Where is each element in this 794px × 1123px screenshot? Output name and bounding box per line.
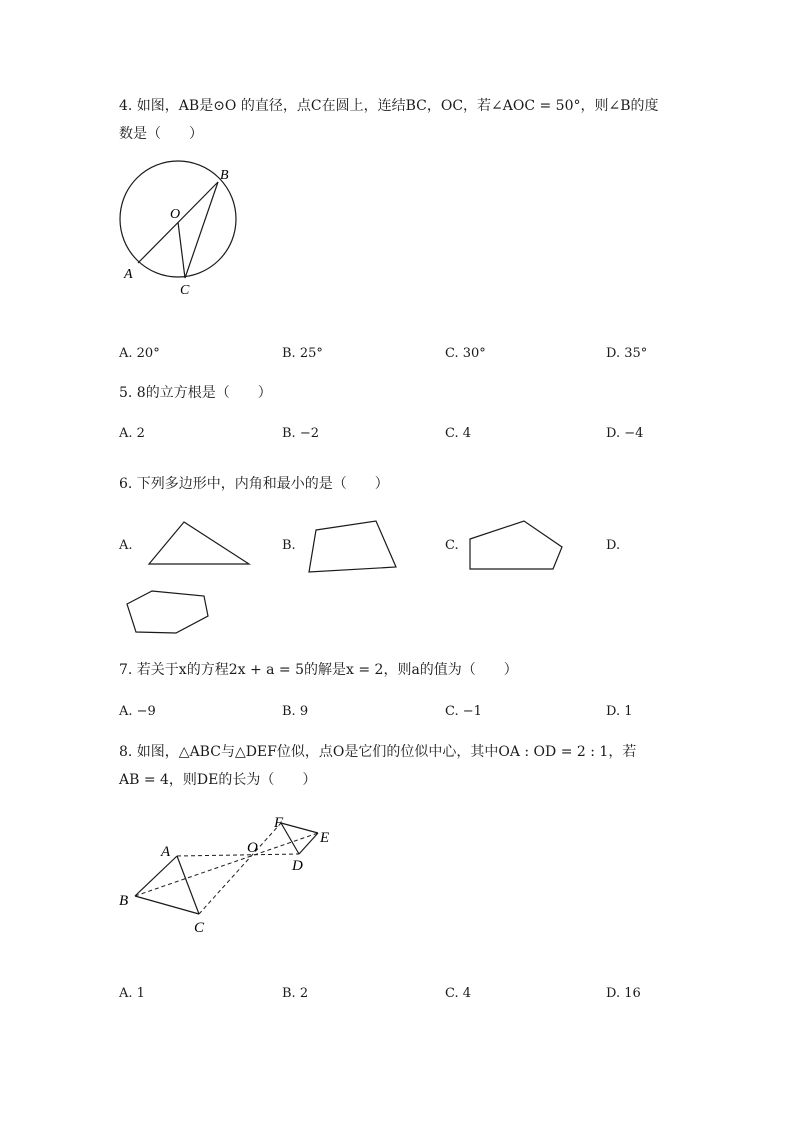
q8-option-c: C. 4 — [445, 986, 472, 1001]
label-f: F — [274, 815, 284, 831]
q6-hexagon-figure — [122, 586, 214, 638]
q8-homothety-figure — [115, 808, 345, 940]
q7-option-c: C. −1 — [445, 704, 482, 719]
q5-stem: 5. 8的立方根是（ ） — [119, 385, 272, 401]
q6-quadrilateral-figure — [305, 517, 400, 575]
q7-option-a: A. −9 — [119, 704, 156, 719]
q4-option-b: B. 25° — [282, 346, 323, 361]
q8-option-b: B. 2 — [282, 986, 309, 1001]
q6-stem: 6. 下列多边形中，内角和最小的是（ ） — [119, 476, 389, 492]
q7-option-d: D. 1 — [606, 704, 633, 719]
q6-option-a: A. — [119, 538, 133, 553]
q7-option-b: B. 9 — [282, 704, 309, 719]
label-e: E — [320, 830, 330, 846]
q6-pentagon-figure — [465, 517, 567, 573]
q8-stem-line1: 8. 如图，△ABC与△DEF位似，点O是它们的位似中心，其中OA : OD = 2 : 1，若 — [119, 744, 637, 760]
q4-option-d: D. 35° — [606, 346, 648, 361]
label-b: B — [119, 893, 129, 909]
q7-stem: 7. 若关于x的方程2x + a = 5的解是x = 2，则a的值为（ ） — [119, 662, 518, 678]
q5-option-d: D. −4 — [606, 426, 644, 441]
q5-option-c: C. 4 — [445, 426, 472, 441]
q5-option-a: A. 2 — [119, 426, 145, 441]
q4-stem-line1: 4. 如图，AB是⊙O 的直径，点C在圆上，连结BC，OC，若∠AOC = 50°，则∠B的度 — [119, 98, 659, 114]
q6-option-d: D. — [606, 538, 621, 553]
q8-stem-line2: AB = 4，则DE的长为（ ） — [119, 772, 317, 788]
label-a: A — [124, 267, 133, 282]
label-b: B — [220, 168, 229, 183]
q4-option-a: A. 20° — [119, 346, 160, 361]
q8-option-d: D. 16 — [606, 986, 641, 1001]
label-o: O — [170, 207, 181, 222]
q4-stem-line2: 数是（ ） — [119, 126, 203, 142]
label-d: D — [292, 858, 303, 874]
label-a: A — [161, 844, 171, 860]
label-c: C — [180, 283, 190, 298]
label-c: C — [194, 920, 205, 936]
q4-circle-figure — [110, 160, 250, 300]
segment-bc — [185, 182, 218, 278]
q6-triangle-figure — [145, 518, 255, 568]
q8-option-a: A. 1 — [119, 986, 145, 1001]
label-o: O — [247, 840, 258, 856]
q6-option-c: C. — [445, 538, 459, 553]
q5-option-b: B. −2 — [282, 426, 319, 441]
q6-option-b: B. — [282, 538, 296, 553]
q4-option-c: C. 30° — [445, 346, 486, 361]
segment-oc — [178, 222, 185, 278]
